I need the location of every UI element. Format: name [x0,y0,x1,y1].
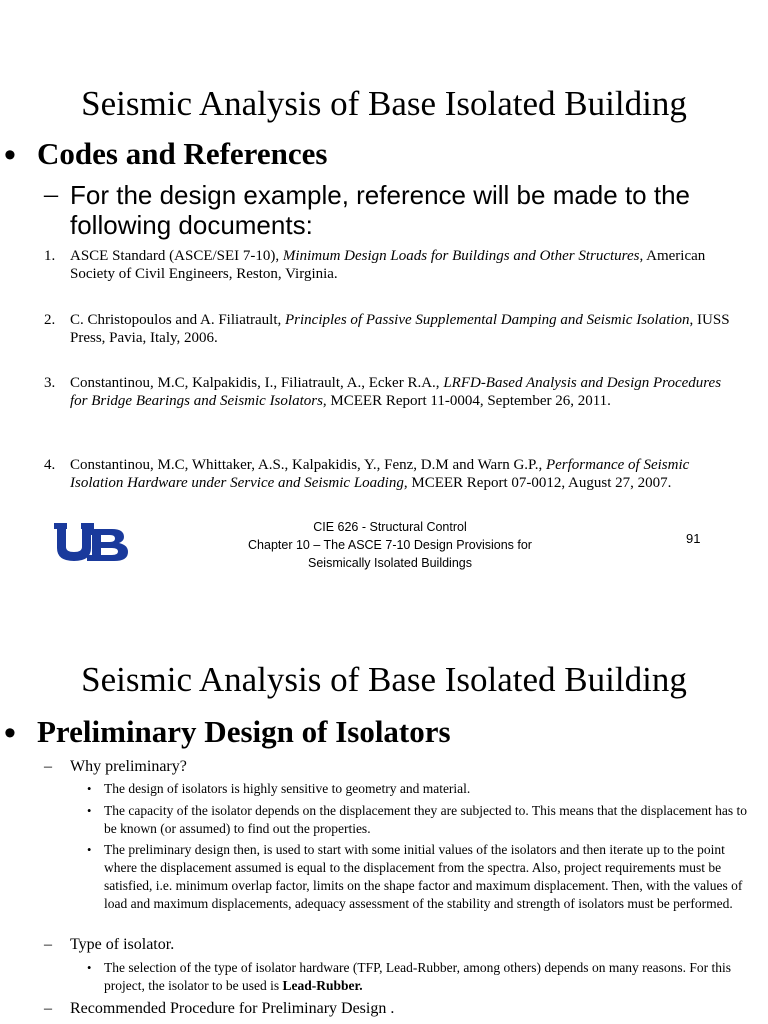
section-heading: Preliminary Design of Isolators [37,714,451,749]
dash-marker: – [44,1000,52,1017]
why-preliminary-label: Why preliminary? [70,758,187,775]
why-point: The capacity of the isolator depends on the displacement they are subjected to. This means that the displacement has to be known (or assumed) to find out the properties. [104,803,748,836]
intro-text: For the design example, reference will be made to the following documents: [70,180,691,240]
footer-course: CIE 626 - Structural Control Chapter 10 – The ASCE 7-10 Design Provisions for Seismically Isolated Buildings [248,520,532,570]
why-point: The design of isolators is highly sensitive to geometry and material. [104,781,471,796]
page-number: 91 [686,531,701,546]
section-heading: Codes and References [37,136,328,171]
type-of-isolator-label: Type of isolator. [70,936,175,953]
slide-1-title: Seismic Analysis of Base Isolated Building [81,84,687,123]
point-marker: • [87,961,92,975]
point-marker: • [87,804,92,818]
reference-item: Constantinou, M.C, Whittaker, A.S., Kalpakidis, Y., Fenz, D.M and Warn G.P., Performance of Seismic Isolation Hardware under Service and Seismic Loading, MCEER Report 07-0012, August 27, 2007. [70,457,690,491]
dash-marker: – [44,758,52,775]
slide-2-title: Seismic Analysis of Base Isolated Building [81,660,687,699]
bullet-marker: • [4,714,16,752]
reference-number: 1. [44,248,56,264]
why-point: The preliminary design then, is used to start with some initial values of the isolators and then iterate up to the point where the displacement assumed is equal to the displacement from the spectra. Also, project requirements must be satisfied, i.e. minimum overlap factor, limits on the shape factor and maximum displacement. Then, with the values of load and maximum displacements, adequacy assessment of the stability and strength of isolators must be performed. [104,842,743,911]
dash-marker: – [44,179,58,210]
reference-item: C. Christopoulos and A. Filiatrault, Principles of Passive Supplemental Damping and Seismic Isolation, IUSS Press, Pavia, Italy, 2006. [70,312,730,346]
reference-number: 2. [44,312,56,328]
recommended-procedure-label: Recommended Procedure for Preliminary Design . [70,1000,395,1017]
reference-item: Constantinou, M.C, Kalpakidis, I., Filiatrault, A., Ecker R.A., LRFD-Based Analysis and Design Procedures for Bridge Bearings and Seismic Isolators, MCEER Report 11-0004, September 26, 2011. [70,375,722,409]
reference-number: 3. [44,375,56,391]
reference-item: ASCE Standard (ASCE/SEI 7-10), Minimum Design Loads for Buildings and Other Structures, American Society of Civil Engineers, Reston, Virginia. [70,248,706,282]
type-point: The selection of the type of isolator hardware (TFP, Lead-Rubber, among others) depends on many reasons. For this project, the isolator to be used is Lead-Rubber. [104,960,732,993]
dash-marker: – [44,936,52,953]
bullet-marker: • [4,136,16,174]
point-marker: • [87,782,92,796]
reference-number: 4. [44,457,56,473]
point-marker: • [87,843,92,857]
ub-logo-icon [54,521,130,563]
